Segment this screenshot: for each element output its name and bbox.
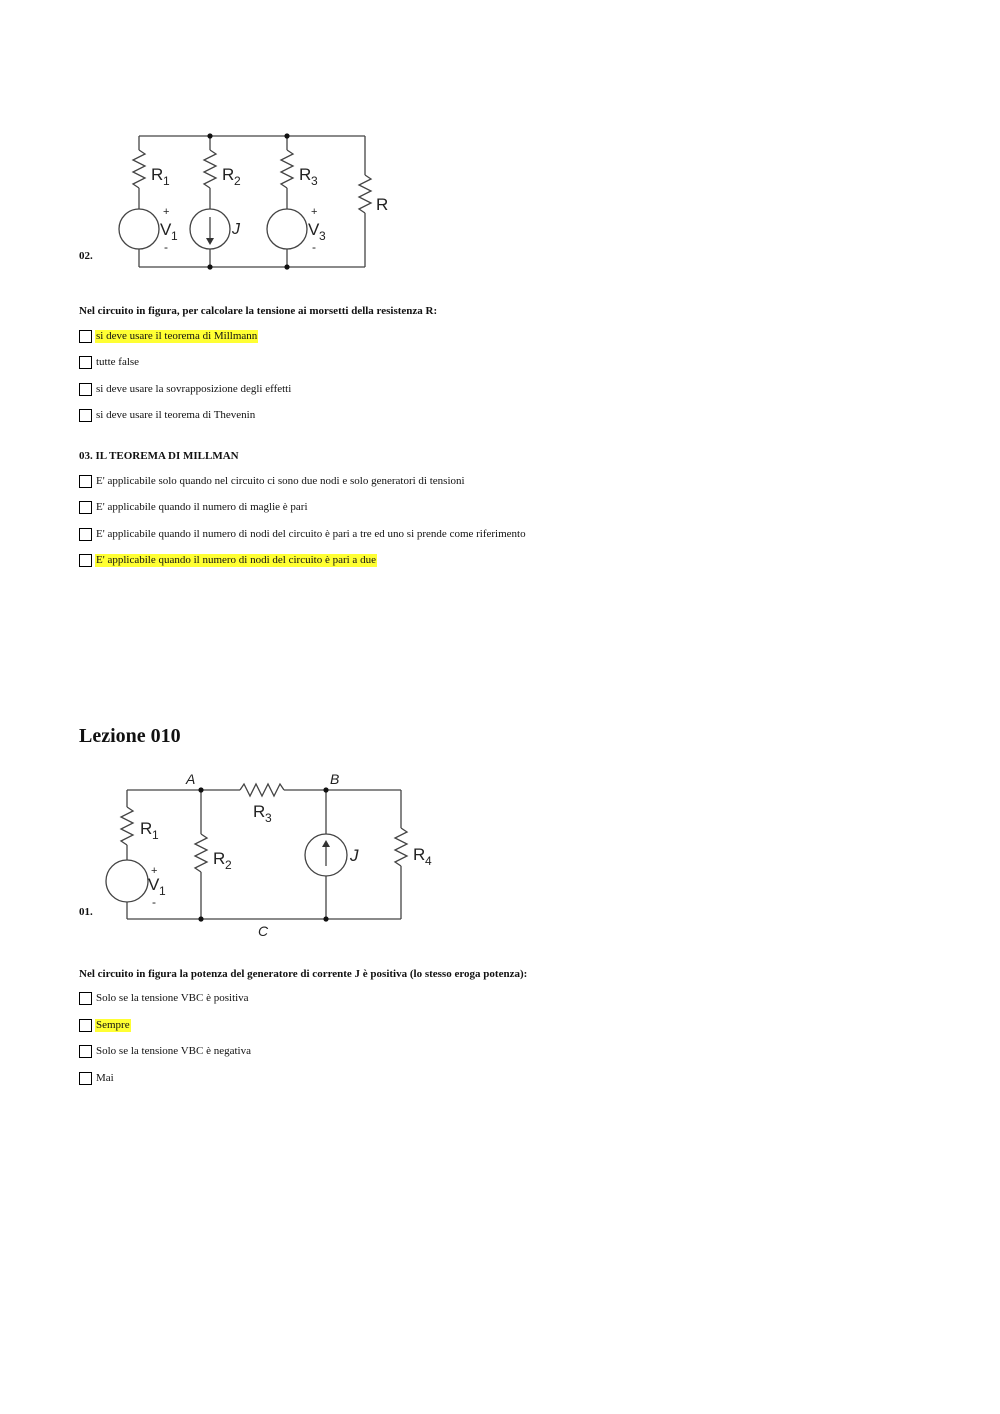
label-r1-sub: 1 [152, 828, 159, 842]
option-label: tutte false [96, 355, 140, 368]
option-label: E' applicabile quando il numero di maglie è pari [96, 500, 308, 513]
checkbox[interactable] [79, 501, 92, 514]
label-v1: V [148, 875, 160, 894]
checkbox[interactable] [79, 356, 92, 369]
label-v3-minus: - [312, 240, 316, 254]
checkbox[interactable] [79, 475, 92, 488]
label-v1-minus: - [152, 895, 156, 909]
node-b-label: B [330, 771, 340, 787]
label-v1-sub: 1 [159, 884, 166, 898]
option-label: si deve usare la sovrapposizione degli effetti [96, 382, 292, 395]
checkbox[interactable] [79, 409, 92, 422]
label-r2: R [213, 849, 226, 868]
label-v1: V [160, 220, 172, 239]
label-v1-sub: 1 [171, 229, 178, 243]
label-r2-sub: 2 [234, 174, 241, 188]
q03-option-2[interactable] [79, 499, 309, 515]
q02-option-3[interactable] [79, 381, 292, 397]
checkbox[interactable] [79, 1019, 92, 1032]
q01-option-4[interactable] [79, 1070, 115, 1086]
checkbox[interactable] [79, 554, 92, 567]
q01-option-1[interactable] [79, 990, 250, 1006]
question-number-02: 02. [79, 250, 93, 262]
checkbox[interactable] [79, 1045, 92, 1058]
option-label: E' applicabile quando il numero di nodi del circuito è pari a tre ed uno si prende come riferimento [96, 527, 526, 540]
q03-option-1[interactable] [79, 473, 466, 489]
option-label: E' applicabile quando il numero di nodi del circuito è pari a due [96, 553, 376, 566]
lesson-title: Lezione 010 [79, 725, 181, 747]
option-label: Mai [96, 1071, 114, 1084]
label-r3-sub: 3 [265, 811, 272, 825]
q01-option-2[interactable] [79, 1017, 131, 1033]
option-label: Solo se la tensione VBC è positiva [96, 991, 249, 1004]
label-r2: R [222, 165, 235, 184]
label-r4-sub: 4 [425, 854, 432, 868]
checkbox[interactable] [79, 330, 92, 343]
label-v1-minus: - [164, 240, 168, 254]
label-r3-sub: 3 [311, 174, 318, 188]
q02-option-4[interactable] [79, 407, 256, 423]
label-r1: R [140, 819, 153, 838]
q02-option-2[interactable] [79, 354, 140, 370]
label-j: J [232, 221, 240, 238]
label-j: J [350, 846, 359, 865]
question-text-02: Nel circuito in figura, per calcolare la tensione ai morsetti della resistenza R: [79, 305, 438, 317]
option-label: Solo se la tensione VBC è negativa [96, 1044, 251, 1057]
label-r1: R [151, 165, 164, 184]
label-r: R [376, 195, 389, 214]
question-text-01: Nel circuito in figura la potenza del generatore di corrente J è positiva (lo stesso eroga potenza): [79, 968, 528, 980]
checkbox[interactable] [79, 992, 92, 1005]
checkbox[interactable] [79, 528, 92, 541]
label-v1-plus: + [151, 865, 158, 877]
question-number-01: 01. [79, 906, 93, 918]
option-label: Sempre [96, 1018, 130, 1031]
node-c-label: C [258, 923, 269, 939]
circuit-diagram-q02 [110, 125, 400, 275]
label-v3: V [308, 220, 320, 239]
option-label: E' applicabile solo quando nel circuito ci sono due nodi e solo generatori di tensioni [96, 474, 465, 487]
option-label: si deve usare il teorema di Millmann [96, 329, 258, 342]
label-v1-plus: + [163, 206, 170, 218]
checkbox[interactable] [79, 383, 92, 396]
node-a-label: A [186, 771, 196, 787]
option-label: si deve usare il teorema di Thevenin [96, 408, 256, 421]
label-r2-sub: 2 [225, 858, 232, 872]
question-title-03: 03. IL TEOREMA DI MILLMAN [79, 450, 239, 462]
label-r3: R [253, 802, 266, 821]
label-r1-sub: 1 [163, 174, 170, 188]
label-v3-plus: + [311, 206, 318, 218]
label-v3-sub: 3 [319, 229, 326, 243]
q01-option-3[interactable] [79, 1043, 252, 1059]
circuit-diagram-q01 [100, 768, 450, 943]
label-r3: R [299, 165, 312, 184]
q02-option-1[interactable] [79, 328, 258, 344]
checkbox[interactable] [79, 1072, 92, 1085]
q03-option-3[interactable] [79, 526, 527, 542]
q03-option-4[interactable] [79, 552, 377, 568]
label-r4: R [413, 845, 426, 864]
